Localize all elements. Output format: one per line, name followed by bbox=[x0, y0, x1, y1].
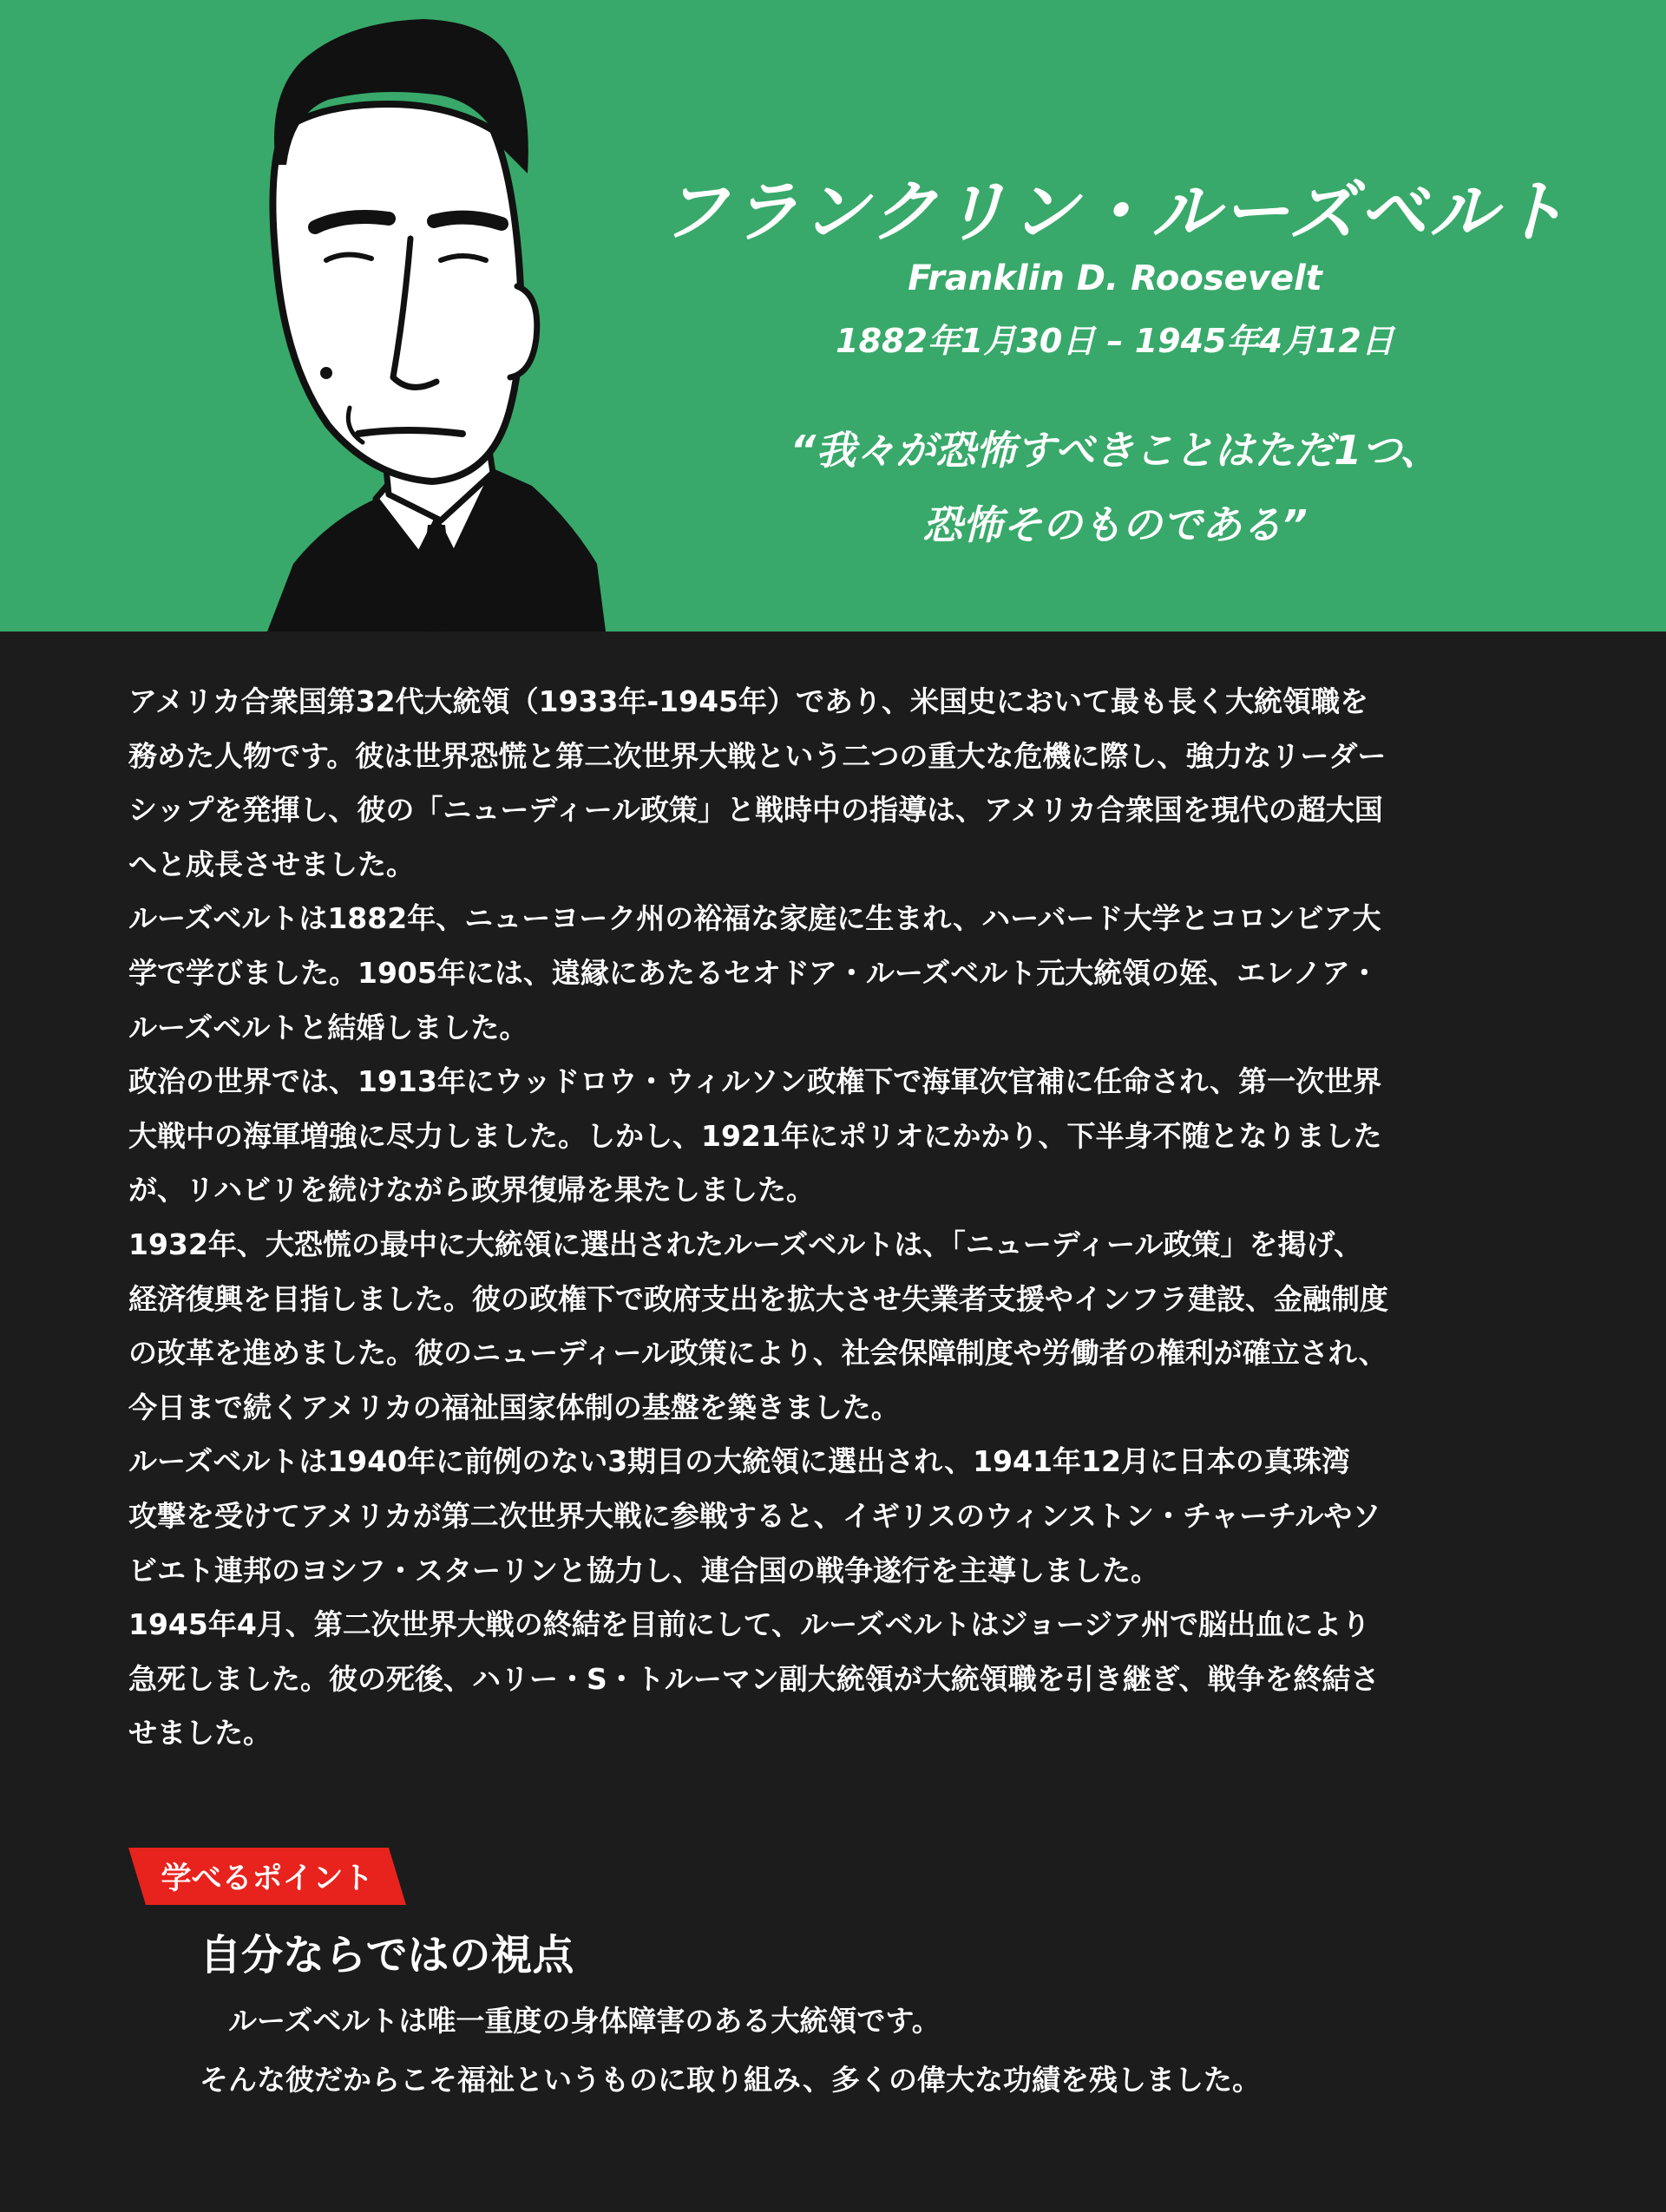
bio-line: が、リハビリを続けながら政界復帰を果たしました。 bbox=[128, 1173, 816, 1207]
bio-line: ルーズベルトは1882年、ニューヨーク州の裕福な家庭に生まれ、ハーバード大学とコロンビア大 bbox=[128, 901, 1381, 936]
bio-line: 1932年、大恐慌の最中に大統領に選出されたルーズベルトは、「ニューディール政策」を掲げ、 bbox=[128, 1227, 1363, 1261]
bio-line: の改革を進めました。彼のニューディール政策により、社会保障制度や労働者の権利が確立され、 bbox=[128, 1336, 1387, 1371]
person-name-english: Franklin D. Roosevelt bbox=[908, 259, 1322, 298]
bio-line: へと成長させました。 bbox=[128, 847, 415, 881]
header-banner bbox=[0, 0, 1666, 632]
life-dates: 1882年1月30日 – 1945年4月12日 bbox=[836, 322, 1394, 360]
learning-point-title: 自分ならではの視点 bbox=[200, 1931, 574, 1980]
learning-point-tag-label: 学べるポイント bbox=[161, 1862, 374, 1896]
bio-line: 今日まで続くアメリカの福祉国家体制の基盤を築きました。 bbox=[128, 1390, 900, 1424]
bio-line: 急死しました。彼の死後、ハリー・S・トルーマン副大統領が大統領職を引き継ぎ、戦争を終結さ bbox=[128, 1661, 1380, 1696]
person-name-japanese: フランクリン・ルーズベルト bbox=[660, 173, 1570, 252]
learning-point-line: そんな彼だからこそ福祉というものに取り組み、多くの偉大な功績を残しました。 bbox=[200, 2063, 1261, 2097]
famous-quote bbox=[607, 413, 1623, 562]
quote-line: 恐怖そのものである” bbox=[922, 501, 1308, 548]
learning-point-tag bbox=[128, 1848, 406, 1905]
bio-line: 大戦中の海軍増強に尽力しました。しかし、1921年にポリオにかかり、下半身不随となりました bbox=[128, 1118, 1382, 1153]
quote-line: “我々が恐怖すべきことはただ1つ、 bbox=[790, 427, 1440, 474]
bio-line: 攻撃を受けてアメリカが第二次世界大戦に参戦すると、イギリスのウィンストン・チャーチルやソ bbox=[128, 1498, 1381, 1533]
bio-line: 政治の世界では、1913年にウッドロウ・ウィルソン政権下で海軍次官補に任命され、第一次世界 bbox=[128, 1064, 1382, 1099]
bio-line: アメリカ合衆国第32代大統領（1933年-1945年）であり、米国史において最も長く大統領職を bbox=[128, 684, 1369, 718]
bio-line: ビエト連邦のヨシフ・スターリンと協力し、連合国の戦争遂行を主導しました。 bbox=[128, 1553, 1159, 1587]
bio-line: シップを発揮し、彼の「ニューディール政策」と戦時中の指導は、アメリカ合衆国を現代の超大国 bbox=[128, 793, 1383, 828]
learning-point-body bbox=[200, 1992, 1261, 2110]
learning-point-line: ルーズベルトは唯一重度の身体障害のある大統領です。 bbox=[200, 2004, 941, 2038]
bio-line: ルーズベルトと結婚しました。 bbox=[128, 1010, 528, 1044]
bio-line: 1945年4月、第二次世界大戦の終結を目前にして、ルーズベルトはジョージア州で脳出血により bbox=[128, 1607, 1371, 1642]
bio-line: 経済復興を目指しました。彼の政権下で政府支出を拡大させ失業者支援やインフラ建設、金融制度 bbox=[128, 1281, 1388, 1316]
bio-line: せました。 bbox=[128, 1716, 272, 1751]
roosevelt-portrait-illustration bbox=[233, 0, 623, 632]
bio-line: ルーズベルトは1940年に前例のない3期目の大統領に選出され、1941年12月に日本の真珠湾 bbox=[128, 1444, 1350, 1479]
biography-text bbox=[128, 675, 1560, 1761]
bio-line: 学で学びました。1905年には、遠縁にあたるセオドア・ルーズベルト元大統領の姪、エレノア・ bbox=[128, 955, 1379, 990]
bio-line: 務めた人物です。彼は世界恐慌と第二次世界大戦という二つの重大な危機に際し、強力なリーダー bbox=[128, 738, 1387, 773]
